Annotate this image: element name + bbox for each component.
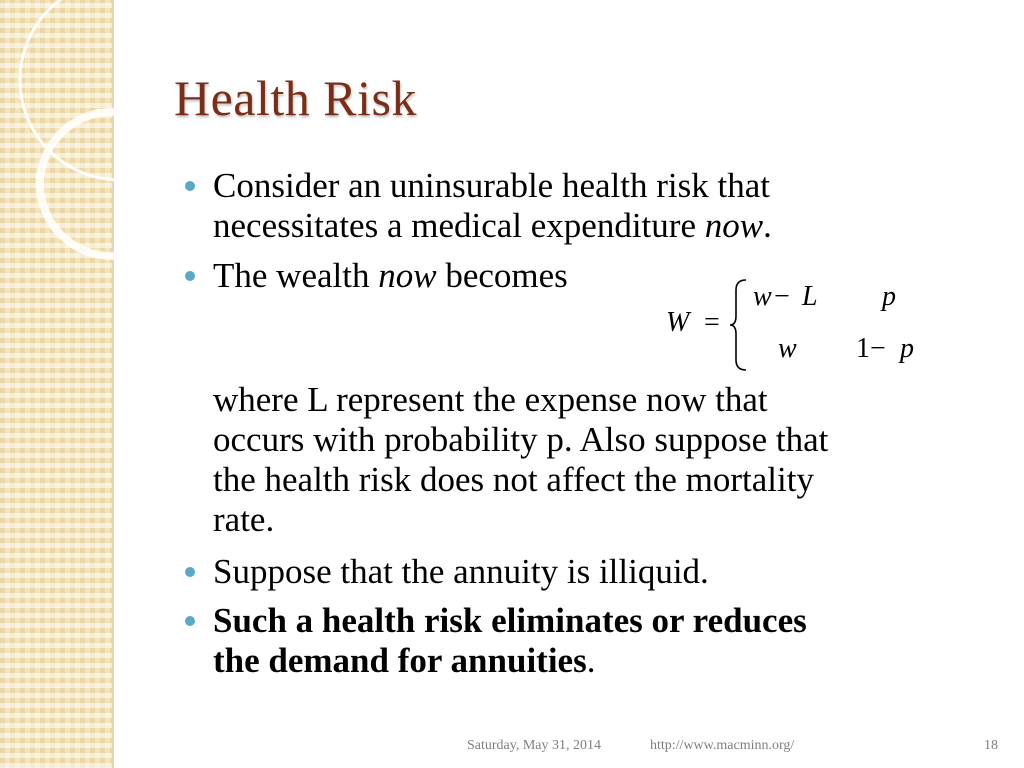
emphasis-now: now xyxy=(378,256,437,295)
emphasis-now: now xyxy=(704,206,764,245)
paragraph-line: where L represent the expense now that xyxy=(213,380,768,419)
footer-url: http://www.macminn.org/ xyxy=(650,738,795,753)
bullet-line-text: . xyxy=(586,641,596,680)
formula-case2-w: w xyxy=(778,333,797,364)
bold-statement: Such a health risk eliminates or reduces xyxy=(213,601,807,640)
paragraph-line: rate. xyxy=(213,500,275,539)
bold-statement: the demand for annuities xyxy=(213,641,587,680)
bullet-text xyxy=(213,601,807,681)
footer-page-number: 18 xyxy=(984,738,998,753)
paragraph-line: the health risk does not affect the mortality xyxy=(213,460,814,499)
bullet-line-text: The wealth xyxy=(213,256,379,295)
decorative-ring-small xyxy=(40,112,160,256)
wealth-formula xyxy=(660,276,940,376)
formula-equals: = xyxy=(704,307,720,338)
bullet-line-text: necessitates a medical expenditure xyxy=(213,206,705,245)
bullet-dot-icon xyxy=(185,271,195,281)
decorative-circles xyxy=(0,0,160,260)
formula-lhs: W xyxy=(666,307,690,338)
decorative-ring-large xyxy=(20,0,160,180)
bullet-line xyxy=(213,641,807,681)
bullet-text: Suppose that the annuity is illiquid. xyxy=(213,552,709,591)
where-paragraph xyxy=(213,380,828,540)
bullet-text xyxy=(213,256,568,296)
bullet-line: Consider an uninsurable health risk that xyxy=(213,166,770,205)
bullet-line xyxy=(213,601,807,641)
bullet-line-text: . xyxy=(763,206,772,245)
formula-case2-p: p xyxy=(900,333,914,364)
paragraph-line: occurs with probability p. Also suppose that xyxy=(213,420,829,459)
formula-case2-one-minus: 1− xyxy=(856,333,886,364)
formula-case1-prob: p xyxy=(882,281,896,312)
footer-date: Saturday, May 31, 2014 xyxy=(467,738,602,753)
formula-case1-minus: − xyxy=(774,281,790,312)
formula-case1-w: w xyxy=(753,281,772,312)
bullet-dot-icon xyxy=(185,616,195,626)
bullet-dot-icon xyxy=(185,567,195,577)
slide-title: Health Risk xyxy=(174,70,417,126)
formula-case1-L: L xyxy=(802,281,818,312)
bullet-line-text: becomes xyxy=(436,256,568,295)
bullet-dot-icon xyxy=(185,181,195,191)
bullet-text xyxy=(213,166,772,246)
bullet-line xyxy=(213,206,772,246)
formula-brace xyxy=(728,278,752,372)
